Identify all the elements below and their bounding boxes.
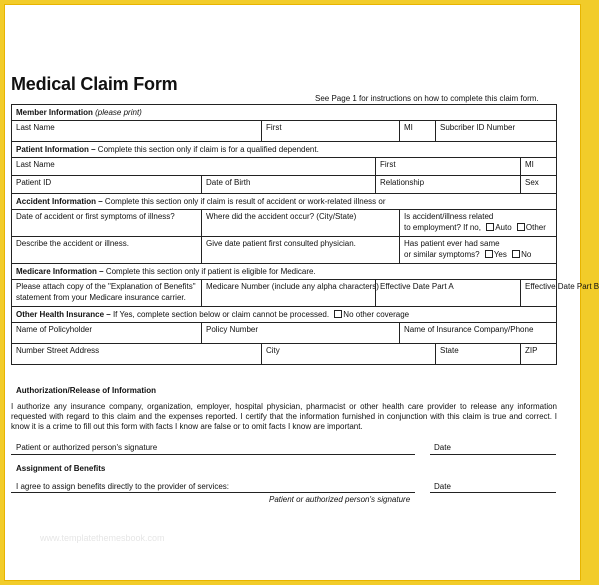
patient-last-name-field[interactable]: [12, 158, 376, 176]
member-info-note: (please print): [95, 108, 142, 117]
assignment-agree-text: I agree to assign benefits directly to the provider of services:: [16, 482, 229, 491]
medicare-attach-note: [12, 280, 202, 307]
if-no-label: If no,: [463, 223, 481, 232]
employment-question-label: to employment?: [404, 223, 461, 232]
other-checkbox[interactable]: [517, 223, 525, 231]
street-address-field[interactable]: [12, 344, 262, 365]
medicare-info-heading: Medicare Information –: [16, 267, 104, 276]
accident-date-field[interactable]: [12, 210, 202, 237]
first-consulted-field[interactable]: [202, 237, 400, 264]
accident-location-field[interactable]: [202, 210, 400, 237]
zip-field[interactable]: [521, 344, 557, 365]
member-first-name-field[interactable]: [262, 121, 400, 142]
medicare-number-field[interactable]: [202, 280, 379, 307]
accident-location-label: Where did the accident occur? (City/State): [206, 212, 357, 221]
describe-accident-label: Describe the accident or illness.: [16, 239, 129, 248]
assignment-date-line[interactable]: [430, 492, 556, 493]
medicare-info-note: Complete this section only if patient is eligible for Medicare.: [105, 267, 316, 276]
insurance-company-field[interactable]: [400, 323, 557, 344]
member-last-name-label: Last Name: [16, 123, 55, 132]
watermark: www.templatethemesbook.com: [40, 533, 165, 543]
patient-info-note: Complete this section only if claim is for a qualified dependent.: [97, 145, 319, 154]
patient-info-header: [12, 142, 557, 158]
date-of-birth-field[interactable]: [202, 176, 376, 194]
city-label: City: [266, 346, 280, 355]
describe-accident-field[interactable]: [12, 237, 202, 264]
patient-first-name-field[interactable]: [376, 158, 521, 176]
city-field[interactable]: [262, 344, 436, 365]
policy-number-field[interactable]: [202, 323, 400, 344]
street-address-label: Number Street Address: [16, 346, 100, 355]
subscriber-id-field[interactable]: [436, 121, 557, 142]
insurance-company-label: Name of Insurance Company/Phone: [404, 325, 534, 334]
medicare-info-header: [12, 264, 557, 280]
employment-question-line2: [404, 222, 552, 233]
employment-question-line1: Is accident/illness related: [404, 212, 494, 221]
authorization-heading: Authorization/Release of Information: [16, 386, 157, 395]
subscriber-id-label: Subcriber ID Number: [440, 123, 516, 132]
policyholder-field[interactable]: [12, 323, 202, 344]
part-b-date-label: Effective Date Part B: [525, 282, 599, 291]
no-other-coverage-label: No other coverage: [343, 310, 410, 319]
patient-id-label: Patient ID: [16, 178, 52, 187]
member-info-header: [12, 105, 557, 121]
policy-number-label: Policy Number: [206, 325, 259, 334]
assignment-signature-caption: Patient or authorized person's signature: [269, 495, 411, 504]
patient-info-heading: Patient Information –: [16, 145, 96, 154]
authorization-date-label: Date: [434, 443, 451, 452]
member-mi-label: MI: [404, 123, 413, 132]
accident-info-heading: Accident Information –: [16, 197, 103, 206]
other-insurance-header: [12, 307, 557, 323]
patient-mi-field[interactable]: [521, 158, 557, 176]
medicare-attach-line2: statement from your Medicare insurance carrier.: [16, 293, 186, 302]
sex-field[interactable]: [521, 176, 557, 194]
claim-form-table: [11, 104, 599, 365]
part-a-date-label: Effective Date Part A: [380, 282, 454, 291]
part-b-date-field[interactable]: [521, 280, 599, 307]
member-info-heading: Member Information: [16, 108, 93, 117]
similar-symptoms-line1: Has patient ever had same: [404, 239, 500, 248]
form-title: Medical Claim Form: [11, 74, 178, 94]
first-consulted-label: Give date patient first consulted physician.: [206, 239, 356, 248]
policyholder-label: Name of Policyholder: [16, 325, 93, 334]
instructions-note: See Page 1 for instructions on how to complete this claim form.: [315, 94, 539, 103]
other-insurance-note: If Yes, complete section below or claim cannot be processed.: [112, 310, 330, 319]
part-a-date-field[interactable]: [376, 280, 521, 307]
member-last-name-field[interactable]: [12, 121, 262, 142]
state-field[interactable]: [436, 344, 521, 365]
authorization-date-line[interactable]: [430, 454, 556, 455]
accident-date-label: Date of accident or first symptoms of illness?: [16, 212, 175, 221]
patient-last-name-label: Last Name: [16, 160, 55, 169]
auto-label: Auto: [495, 223, 512, 232]
sex-label: Sex: [525, 178, 539, 187]
similar-symptoms-field: [400, 237, 557, 264]
other-insurance-heading: Other Health Insurance –: [16, 310, 111, 319]
state-label: State: [440, 346, 459, 355]
relationship-label: Relationship: [380, 178, 425, 187]
yes-label: Yes: [493, 250, 507, 259]
no-checkbox[interactable]: [512, 250, 520, 258]
date-of-birth-label: Date of Birth: [206, 178, 251, 187]
auto-checkbox[interactable]: [486, 223, 494, 231]
assignment-signature-line[interactable]: [11, 492, 415, 493]
authorization-signature-label: Patient or authorized person's signature: [16, 443, 158, 452]
medicare-attach-line1: Please attach copy of the "Explanation of Benefits": [16, 282, 196, 291]
accident-info-header: [12, 194, 557, 210]
authorization-signature-line[interactable]: [11, 454, 415, 455]
accident-info-note: Complete this section only if claim is result of accident or work-related illness or: [104, 197, 386, 206]
zip-label: ZIP: [525, 346, 538, 355]
patient-first-name-label: First: [380, 160, 396, 169]
assignment-heading: Assignment of Benefits: [16, 464, 106, 473]
authorization-text: I authorize any insurance company, organization, employer, hospital physician, pharmacist or other health care provider to release any information requested with regard to this claim and the expenses reported. I certify that the information furnished in conjunction with this claim is true and correct. I know it is a crime to fill out this form with facts I know are false or to omit facts I know are important.: [11, 402, 557, 431]
similar-symptoms-label: or similar symptoms?: [404, 250, 480, 259]
similar-symptoms-line2: [404, 249, 552, 260]
employment-related-field: [400, 210, 557, 237]
patient-mi-label: MI: [525, 160, 534, 169]
patient-id-field[interactable]: [12, 176, 202, 194]
member-mi-field[interactable]: [400, 121, 436, 142]
medicare-number-label: Medicare Number (include any alpha characters): [206, 282, 379, 291]
relationship-field[interactable]: [376, 176, 521, 194]
yes-checkbox[interactable]: [485, 250, 493, 258]
other-label: Other: [525, 223, 546, 232]
member-first-name-label: First: [266, 123, 282, 132]
no-label: No: [521, 250, 532, 259]
no-other-coverage-checkbox[interactable]: [334, 310, 342, 318]
assignment-date-label: Date: [434, 482, 451, 491]
